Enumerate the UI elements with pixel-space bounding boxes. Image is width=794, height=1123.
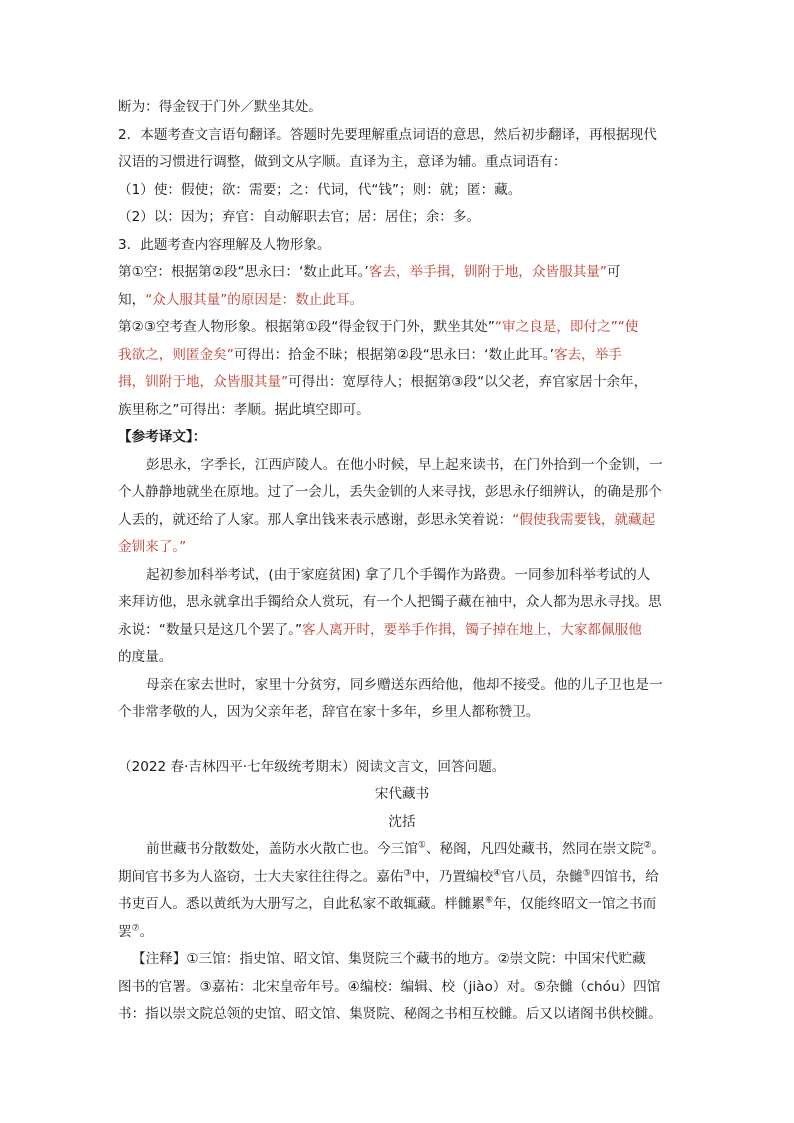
passage-text: 期间官书多为人盗窃，士大夫家往往得之。嘉佑 [118, 868, 404, 885]
translation-line: 起初参加科举考试，(由于家庭贫困) 拿了几个手镯作为路费。一同参加科举考试的人 [146, 566, 651, 583]
annotation-line: 【注释】①三馆：指史馆、昭文馆、集贤院三个藏书的地方。②崇文院：中国宋代贮藏 [132, 951, 646, 967]
answer-line: （2）以：因为；弃官：自动解职去官；居：居住；余：多。 [118, 209, 481, 225]
quote-text: “众人服其量”的原因是：数止此耳。 [145, 291, 364, 308]
answer-text: 第①空：根据第②段“思永曰：‘数止此耳。’ [118, 264, 369, 280]
translation-line [118, 507, 686, 535]
passage-text: 罢 [118, 923, 132, 940]
passage-text: 、秘阁，凡四处藏书，然同在崇文院 [425, 841, 644, 857]
translation-line [118, 617, 686, 645]
translation-line: 母亲在家去世时，家里十分贫穷，同乡赠送东西给他，他却不接受。他的儿子卫也是一 [146, 676, 663, 693]
passage-text: 。 [651, 841, 666, 857]
annotations [118, 946, 686, 1029]
answer-line: （1）使：假使；欲：需要；之：代词，代“钱”；则：就；匿：藏。 [118, 181, 522, 198]
answer-line [118, 314, 686, 342]
passage-title: 宋代藏书 [374, 786, 430, 802]
passage-text: 。 [139, 923, 154, 940]
quote-text: “假使我需要钱，就藏起 [512, 511, 656, 528]
footnote-marker: ⑥ [485, 895, 494, 906]
quote-text: 客去，举手揖，钏附于地，众皆服其量” [368, 264, 607, 280]
passage-line [118, 836, 686, 864]
translation-line: 的度量。 [118, 649, 173, 665]
footnote-marker: ④ [493, 867, 502, 878]
quote-text: 客人离开时，要举手作揖，镯子掉在地上，大家都佩服他 [302, 621, 642, 638]
quote-text: 揖，钏附于地，众皆服其量” [118, 374, 289, 390]
answer-text: 可得出：宽厚待人；根据第③段“以父老，弃官家居十余年， [288, 374, 648, 390]
footnote-marker: ⑤ [582, 867, 591, 878]
answer-text: 可 [606, 264, 621, 280]
passage-line [118, 891, 686, 919]
question-source: （2022 春·吉林四平·七年级统考期末）阅读文言文，回答问题。 [118, 758, 506, 775]
passage-author: 沈括 [388, 813, 416, 830]
answer-line: 族里称之”可得出：孝顺。据此填空即可。 [118, 401, 370, 418]
answer-analysis [118, 94, 686, 424]
passage-text: 中，乃置编校 [411, 868, 494, 885]
answer-line [118, 259, 686, 287]
annotation-line: 书：指以崇文院总领的史馆、昭文馆、集贤院、秘阁之书相互校雠。后又以诸阁书供校雠。 [118, 1006, 662, 1022]
annotation-line: 图书的官署。③嘉祐：北宋皇帝年号。④编校：编辑、校（jiào）对。⑤杂雠（chóu）四馆 [118, 978, 661, 995]
translation-text: 永说：“数量只是这几个罢了。” [118, 621, 303, 638]
translation-line: 个非常孝敬的人，因为父亲年老，辞官在家十多年，乡里人都称赞卫。 [118, 704, 540, 720]
reading-passage [118, 754, 686, 947]
footnote-marker: ③ [403, 867, 412, 878]
translation-heading: 【参考译文】： [118, 429, 207, 445]
translation-line: 彭思永，字季长，江西庐陵人。在他小时候，早上起来读书，在门外拾到一个金钏，一 [146, 456, 663, 473]
translation-line: 来拜访他，思永就拿出手镯给众人赏玩，有一个人把镯子藏在袖中，众人都为思永寻找。思 [118, 594, 662, 610]
quote-text: “审之良是，即付之”“使 [494, 319, 639, 335]
passage-text: 年，仅能终昭文一馆之书而 [493, 896, 657, 912]
document-page [118, 94, 686, 1029]
passage-text: 书吏百人。悉以黄纸为大册写之，自此私家不敢辄藏。柈雠累 [118, 896, 486, 912]
footnote-marker: ① [417, 840, 426, 851]
answer-line: 断为：得金钗于门外／默坐其处。 [118, 99, 322, 115]
footnote-marker: ② [643, 840, 652, 851]
answer-line: 2．本题考查文言语句翻译。答题时先要理解重点词语的意思，然后初步翻译，再根据现代 [118, 126, 657, 143]
translation-line: 个人静静地就坐在原地。过了一会儿，丢失金钏的人来寻找，彭思永仔细辨认，的确是那个 [118, 484, 662, 500]
translation-text: 人丢的，就还给了人家。那人拿出钱来表示感谢，彭思永笑着说： [118, 511, 513, 528]
answer-line [118, 287, 686, 315]
answer-line [118, 342, 686, 370]
passage-line [118, 864, 686, 892]
answer-text: 可得出：拾金不昧；根据第②段“思永曰：‘数止此耳。’ [233, 346, 554, 363]
passage-text: 四馆书，给 [590, 868, 659, 885]
answer-text: 知， [118, 291, 146, 308]
answer-line [118, 369, 686, 397]
reference-translation [118, 424, 686, 727]
footnote-marker: ⑦ [131, 922, 140, 933]
passage-text: 前世藏书分散数处，盖防水火散亡也。今三馆 [146, 841, 418, 857]
answer-text: 第②③空考查人物形象。根据第①段“得金钗于门外，默坐其处” [118, 319, 495, 335]
translation-line: 金钏来了。” [118, 539, 187, 555]
quote-text: 我欲之，则匿金矣” [118, 346, 234, 363]
passage-text: 官八员，杂雠 [501, 868, 583, 885]
answer-line: 汉语的习惯进行调整，做到文从字顺。直译为主，意译为辅。重点词语有： [118, 154, 567, 170]
passage-line [118, 919, 686, 947]
answer-line: 3．此题考查内容理解及人物形象。 [118, 236, 331, 253]
quote-text: 客去，举手 [553, 346, 622, 363]
